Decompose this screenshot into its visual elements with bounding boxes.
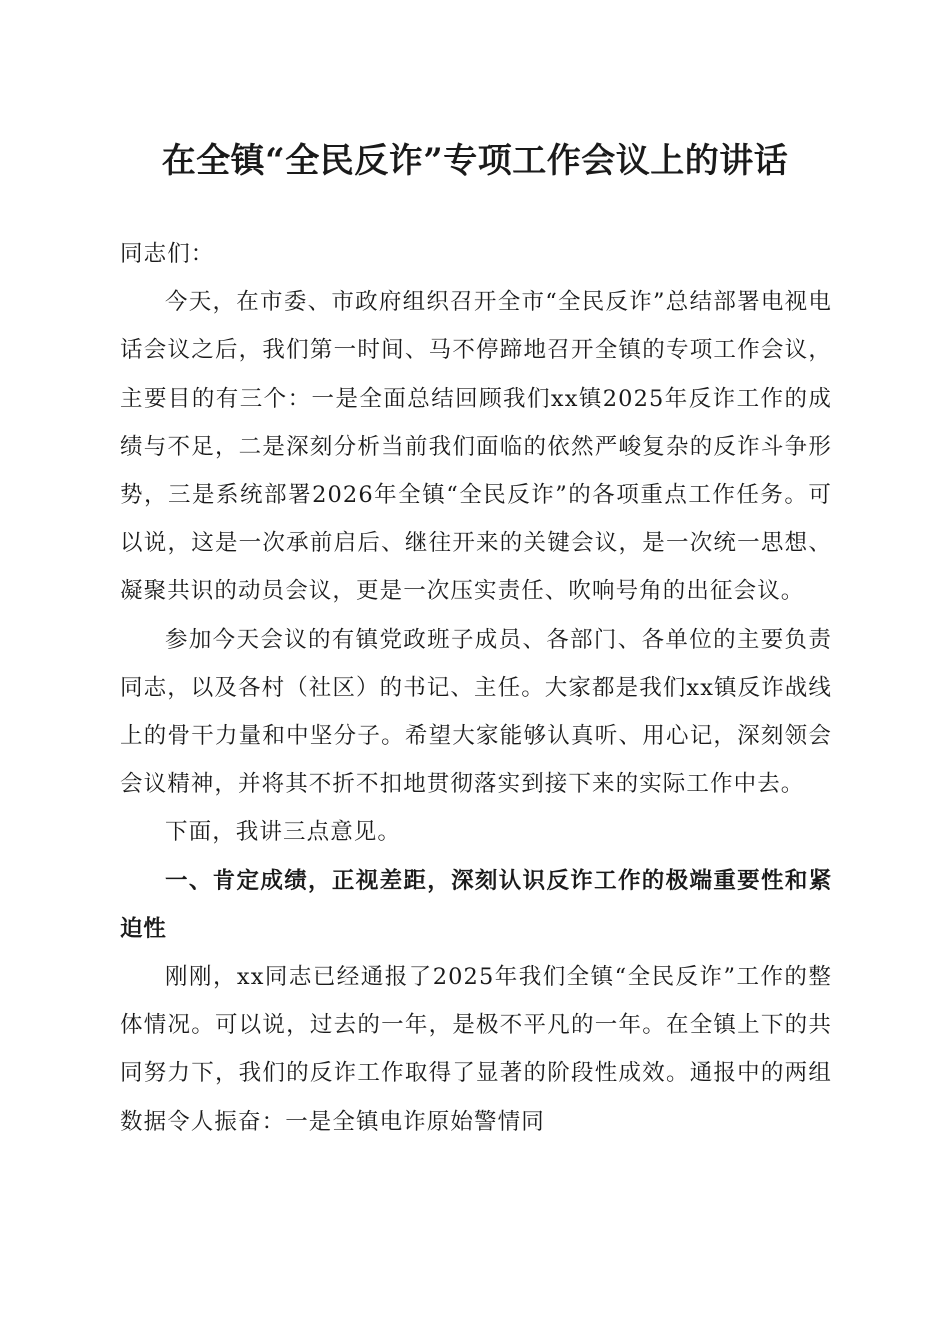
paragraph-attendees: 参加今天会议的有镇党政班子成员、各部门、各单位的主要负责同志，以及各村（社区）的书记、主任。大家都是我们xx镇反诈战线上的骨干力量和中坚分子。希望大家能够认真听、用心记，深刻领会会议精神，并将其不折不扣地贯彻落实到接下来的实际工作中去。 bbox=[120, 626, 832, 798]
salutation: 同志们： bbox=[120, 241, 215, 267]
document-body bbox=[120, 230, 832, 1146]
document-title: 在全镇“全民反诈”专项工作会议上的讲话 bbox=[161, 141, 789, 181]
paragraph-outline: 下面，我讲三点意见。 bbox=[165, 819, 402, 846]
paragraph-section-1: 刚刚，xx同志已经通报了2025年我们全镇“全民反诈”工作的整体情况。可以说，过去的一年，是极不平凡的一年。在全镇上下的共同努力下，我们的反诈工作取得了显著的阶段性成效。通报中的两组数据令人振奋：一是全镇电诈原始警情同 bbox=[120, 964, 832, 1135]
section-heading-1: 一、肯定成绩，正视差距，深刻认识反诈工作的极端重要性和紧迫性 bbox=[120, 867, 832, 942]
paragraph-intro: 今天，在市委、市政府组织召开全市“全民反诈”总结部署电视电话会议之后，我们第一时间、马不停蹄地召开全镇的专项工作会议，主要目的有三个：一是全面总结回顾我们xx镇2025年反诈工作的成绩与不足，二是深刻分析当前我们面临的依然严峻复杂的反诈斗争形势，三是系统部署2026年全镇“全民反诈”的各项重点工作任务。可以说，这是一次承前启后、继往开来的关键会议，是一次统一思想、凝聚共识的动员会议，更是一次压实责任、吹响号角的出征会议。 bbox=[120, 289, 832, 605]
